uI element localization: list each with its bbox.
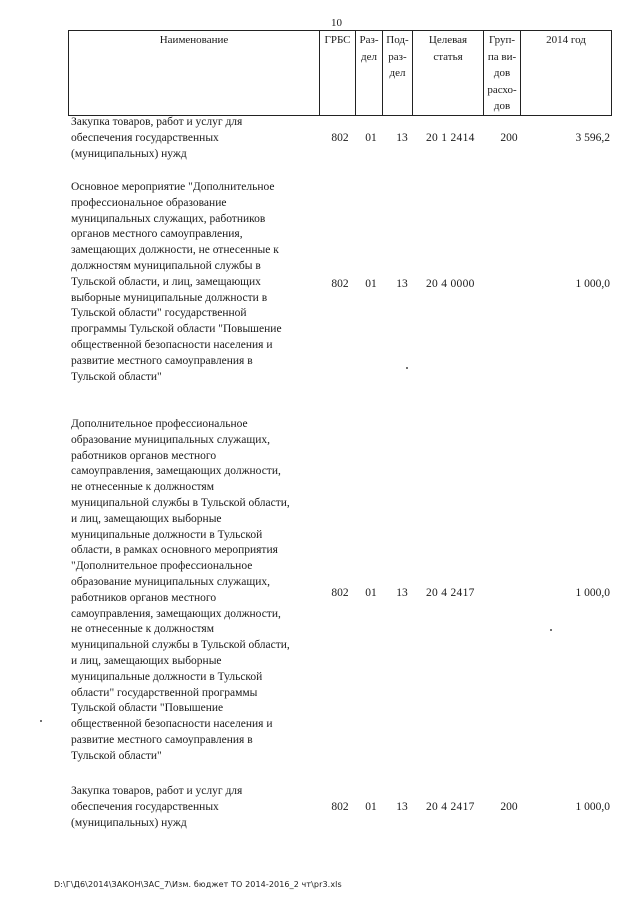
- file-path-footer: D:\Г\Д6\2014\ЗАКОН\ЗАС_7\Изм. бюджет ТО 2014-2016_2 чт\pr3.xls: [54, 880, 342, 889]
- row-name: Основное мероприятие "Дополнительное профессиональное образование муниципальных служащих, работников органов местного самоуправления, замещающих должности, не отнесенные к должностям муниципальной службы в Тульской области, и лиц, замещающих выборные муниципальные должности в Тульской области" государственной программы Тульской области "Повышение общественной безопасности населения и развитие местного самоуправления в Тульской области": [71, 181, 282, 383]
- row-podrazdel: 13: [396, 587, 408, 599]
- scan-speck: [40, 720, 42, 722]
- row-name: Закупка товаров, работ и услуг для обеспечения государственных (муниципальных) нужд: [71, 116, 243, 160]
- header-year-2014: 2014 год: [521, 31, 612, 116]
- row-target-article: 20 4 2417: [426, 801, 475, 813]
- header-podrazdel: Под- раз- дел: [383, 31, 413, 116]
- header-expense-group: Груп- па ви- дов расхо- дов: [484, 31, 521, 116]
- row-podrazdel: 13: [396, 132, 408, 144]
- header-name: Наименование: [69, 31, 320, 116]
- row-expense-group: 200: [500, 801, 518, 813]
- row-name: Закупка товаров, работ и услуг для обеспечения государственных (муниципальных) нужд: [71, 785, 243, 829]
- row-grbs: 802: [331, 132, 349, 144]
- header-razdel: Раз- дел: [356, 31, 383, 116]
- row-sum: 3 596,2: [575, 132, 610, 144]
- row-sum: 1 000,0: [575, 587, 610, 599]
- row-podrazdel: 13: [396, 801, 408, 813]
- row-razdel: 01: [365, 587, 377, 599]
- row-sum: 1 000,0: [575, 801, 610, 813]
- row-razdel: 01: [365, 132, 377, 144]
- row-sum: 1 000,0: [575, 278, 610, 290]
- row-grbs: 802: [331, 278, 349, 290]
- header-grbs: ГРБС: [320, 31, 356, 116]
- header-target-article: Целевая статья: [413, 31, 484, 116]
- row-grbs: 802: [331, 801, 349, 813]
- row-name: Дополнительное профессиональное образование муниципальных служащих, работников органов местного самоуправления, замещающих должности, не отнесенные к должностям муниципальной службы в Тульской области, и лиц, замещающих выборные муниципальные должности в Тульской области, в рамках основного мероприятия "Дополнительное профессиональное образование муниципальных служащих, работников органов местного самоуправления, замещающих должности, не отнесенные к должностям муниципальной службы в Тульской области, и лиц, замещающих выборные муниципальные должности в Тульской области" государственной программы Тульской области "Повышение общественной безопасности населения и развитие местного самоуправления в Тульской области": [71, 418, 290, 762]
- row-razdel: 01: [365, 278, 377, 290]
- scan-speck: [406, 367, 408, 369]
- row-podrazdel: 13: [396, 278, 408, 290]
- row-target-article: 20 4 2417: [426, 587, 475, 599]
- row-grbs: 802: [331, 587, 349, 599]
- row-target-article: 20 1 2414: [426, 132, 475, 144]
- scan-speck: [550, 629, 552, 631]
- row-razdel: 01: [365, 801, 377, 813]
- row-target-article: 20 4 0000: [426, 278, 475, 290]
- row-expense-group: 200: [500, 132, 518, 144]
- page-number: 10: [331, 17, 342, 29]
